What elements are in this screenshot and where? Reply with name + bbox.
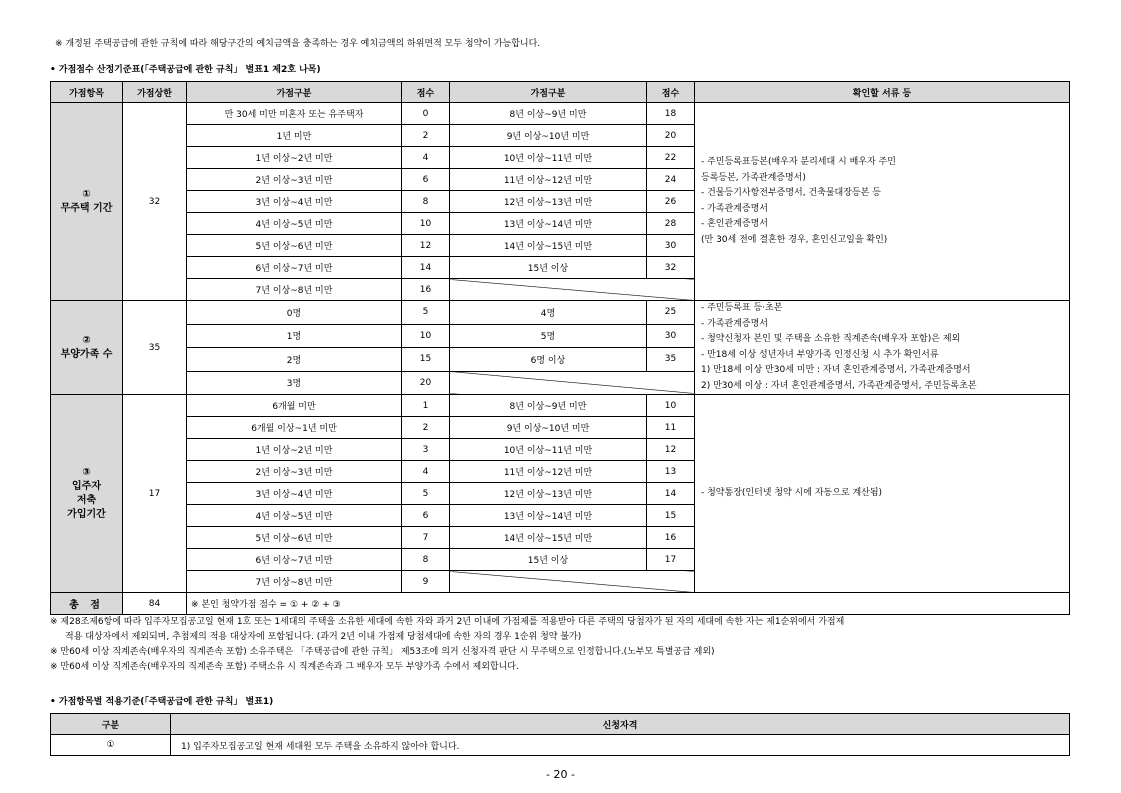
score-cell: 6 [402,169,450,191]
category-cell: 3년 이상~4년 미만 [187,483,402,505]
score-cell: 4 [402,461,450,483]
score-cell: 17 [647,549,695,571]
item-max-score: 32 [123,103,187,301]
footnote: ※ 만60세 이상 직계존속(배우자의 직계존속 포함) 주택소유 시 직계존속과 그 배우자 모두 부양가족 수에서 제외합니다. [50,662,519,672]
document-line: - 청약신청자 본인 및 주택을 소유한 직계존속(배우자 포함)은 제외 [701,334,961,344]
score-cell: 14 [402,257,450,279]
category-cell: 5년 이상~6년 미만 [187,235,402,257]
top-note: ※ 개정된 주택공급에 관한 규칙에 따라 해당구간의 예치금액을 충족하는 경우 예치금액의 하위면적 모두 청약이 가능합니다. [55,39,541,49]
footnotes [50,615,1080,675]
document-line: - 만18세 이상 성년자녀 부양가족 인정신청 시 추가 확인서류 [701,349,939,360]
score-cell: 1 [402,395,450,417]
table-row [51,395,1070,417]
category-cell: 9년 이상~10년 미만 [450,125,647,147]
category-cell: 1명 [187,324,402,348]
score-cell: 9 [402,571,450,593]
total-row [51,593,1070,615]
page-number: - 20 - [546,768,575,781]
item-label-line: 입주자 [72,480,101,492]
score-cell: 4 [402,147,450,169]
category-cell: 7년 이상~8년 미만 [187,571,402,593]
document-line: - 청약통장(인터넷 청약 시에 자동으로 계산됨) [701,487,883,498]
category-cell: 15년 이상 [450,549,647,571]
header-qualification: 신청자격 [171,714,1070,735]
score-cell: 2 [402,125,450,147]
item-max-score: 35 [123,301,187,395]
score-cell: 28 [647,213,695,235]
category-cell: 0명 [187,301,402,325]
score-cell: 30 [647,235,695,257]
empty-diagonal-cell [450,371,695,395]
score-cell: 15 [647,505,695,527]
document-line: 1) 만18세 이상 만30세 미만 : 자녀 혼인관계증명서, 가족관계증명서 [701,365,971,375]
score-cell: 8 [402,191,450,213]
criteria-number: ① [51,735,171,756]
documents-cell [695,395,1070,593]
header-item: 가점항목 [51,82,123,103]
category-cell: 8년 이상~9년 미만 [450,395,647,417]
table-row [51,103,1070,125]
score-cell: 12 [402,235,450,257]
score-cell: 13 [647,461,695,483]
score-cell: 25 [647,301,695,325]
item-label [51,301,123,395]
category-cell: 13년 이상~14년 미만 [450,213,647,235]
total-formula: ※ 본인 청약가점 점수 = ① + ② + ③ [187,593,1070,615]
section-title-criteria: • 가점항목별 적용기준(「주택공급에 관한 규칙」 별표1) [50,697,274,707]
item-number: ③ [82,466,91,478]
section-title-score-table: • 가점점수 산정기준표(「주택공급에 관한 규칙」 별표1 제2호 나목) [50,65,321,75]
category-cell: 6개월 미만 [187,395,402,417]
documents-cell [695,301,1070,395]
category-cell: 6명 이상 [450,348,647,372]
category-cell: 9년 이상~10년 미만 [450,417,647,439]
category-cell: 13년 이상~14년 미만 [450,505,647,527]
score-cell: 32 [647,257,695,279]
header-score: 점수 [402,82,450,103]
total-label: 총 점 [51,593,123,615]
category-cell: 1년 이상~2년 미만 [187,147,402,169]
category-cell: 2명 [187,348,402,372]
score-cell: 35 [647,348,695,372]
score-cell: 16 [647,527,695,549]
item-label [51,395,123,593]
document-line: - 가족관계증명서 [701,318,768,329]
score-criteria-table [50,81,1070,615]
document-line: - 건물등기사항전부증명서, 건축물대장등본 등 [701,188,881,198]
category-cell: 15년 이상 [450,257,647,279]
item-label-line: 저축 [76,494,97,506]
score-cell: 6 [402,505,450,527]
document-line: - 혼인관계증명서 [701,219,768,229]
criteria-text: 1) 입주자모집공고일 현재 세대원 모두 주택을 소유하지 않아야 합니다. [171,735,1070,756]
category-cell: 1년 이상~2년 미만 [187,439,402,461]
empty-diagonal-cell [450,571,695,593]
score-table-header-row [51,82,1070,103]
score-cell: 18 [647,103,695,125]
score-cell: 22 [647,147,695,169]
document-line: - 주민등록표 등·초본 [701,303,783,313]
score-cell: 7 [402,527,450,549]
document-line: 등록등본, 가족관계증명서) [701,172,806,183]
category-cell: 12년 이상~13년 미만 [450,191,647,213]
document-line: - 가족관계증명서 [701,203,768,214]
category-cell: 14년 이상~15년 미만 [450,527,647,549]
score-cell: 24 [647,169,695,191]
item-number: ① [82,188,91,200]
document-line: (만 30세 전에 결혼한 경우, 혼인신고일을 확인) [701,234,888,245]
table-row [51,301,1070,325]
category-cell: 11년 이상~12년 미만 [450,461,647,483]
documents-cell [695,103,1070,301]
category-cell: 6개월 이상~1년 미만 [187,417,402,439]
category-cell: 3명 [187,371,402,395]
score-cell: 30 [647,324,695,348]
score-cell: 2 [402,417,450,439]
score-cell: 16 [402,279,450,301]
total-value: 84 [123,593,187,615]
score-cell: 20 [647,125,695,147]
category-cell: 5명 [450,324,647,348]
category-cell: 6년 이상~7년 미만 [187,257,402,279]
score-cell: 3 [402,439,450,461]
category-cell: 3년 이상~4년 미만 [187,191,402,213]
score-cell: 14 [647,483,695,505]
header-category: 가점구분 [187,82,402,103]
score-cell: 0 [402,103,450,125]
category-cell: 1년 미만 [187,125,402,147]
item-label-text: 무주택 기간 [60,202,113,214]
score-cell: 10 [647,395,695,417]
score-cell: 10 [402,213,450,235]
category-cell: 11년 이상~12년 미만 [450,169,647,191]
category-cell: 6년 이상~7년 미만 [187,549,402,571]
footnote: ※ 만60세 이상 직계존속(배우자의 직계존속 포함) 소유주택은 「주택공급에 관한 규칙」 제53조에 의거 신청자격 판단 시 무주택으로 인정합니다.(노부모 특별공급 제외) [50,647,715,657]
criteria-header-row [51,714,1070,735]
score-cell: 12 [647,439,695,461]
category-cell: 14년 이상~15년 미만 [450,235,647,257]
item-number: ② [82,334,91,346]
score-cell: 26 [647,191,695,213]
category-cell: 4년 이상~5년 미만 [187,505,402,527]
category-cell: 4명 [450,301,647,325]
score-cell: 5 [402,483,450,505]
header-documents: 확인할 서류 등 [695,82,1070,103]
item-label-line: 가입기간 [67,508,106,520]
table-row [51,735,1070,756]
footnote: ※ 제28조제6항에 따라 입주자모집공고일 현재 1호 또는 1세대의 주택을 소유한 세대에 속한 자와 과거 2년 이내에 가점제를 적용받아 다른 주택의 당첨자가 된 자의 세대에 속한 자는 제1순위에서 가점제 [50,617,845,627]
score-cell: 10 [402,324,450,348]
score-cell: 20 [402,371,450,395]
document-line: 2) 만30세 이상 : 자녀 혼인관계증명서, 가족관계증명서, 주민등록초본 [701,380,977,391]
application-criteria-table [50,713,1070,756]
category-cell: 10년 이상~11년 미만 [450,439,647,461]
header-category-2: 가점구분 [450,82,647,103]
category-cell: 4년 이상~5년 미만 [187,213,402,235]
score-cell: 11 [647,417,695,439]
document-line: - 주민등록표등본(배우자 분리세대 시 배우자 주민 [701,157,896,167]
header-max: 가점상한 [123,82,187,103]
item-label [51,103,123,301]
header-division: 구분 [51,714,171,735]
item-label-text: 부양가족 수 [60,348,113,360]
item-max-score: 17 [123,395,187,593]
category-cell: 5년 이상~6년 미만 [187,527,402,549]
score-cell: 8 [402,549,450,571]
category-cell: 2년 이상~3년 미만 [187,461,402,483]
category-cell: 2년 이상~3년 미만 [187,169,402,191]
category-cell: 7년 이상~8년 미만 [187,279,402,301]
score-cell: 5 [402,301,450,325]
footnote: 적용 대상자에서 제외되며, 추첨제의 적용 대상자에 포함됩니다. (과거 2년 이내 가점제 당첨세대에 속한 자의 경우 1순위 청약 불가) [65,632,582,642]
category-cell: 8년 이상~9년 미만 [450,103,647,125]
header-score-2: 점수 [647,82,695,103]
category-cell: 만 30세 미만 미혼자 또는 유주택자 [187,103,402,125]
score-cell: 15 [402,348,450,372]
category-cell: 12년 이상~13년 미만 [450,483,647,505]
empty-diagonal-cell [450,279,695,301]
category-cell: 10년 이상~11년 미만 [450,147,647,169]
